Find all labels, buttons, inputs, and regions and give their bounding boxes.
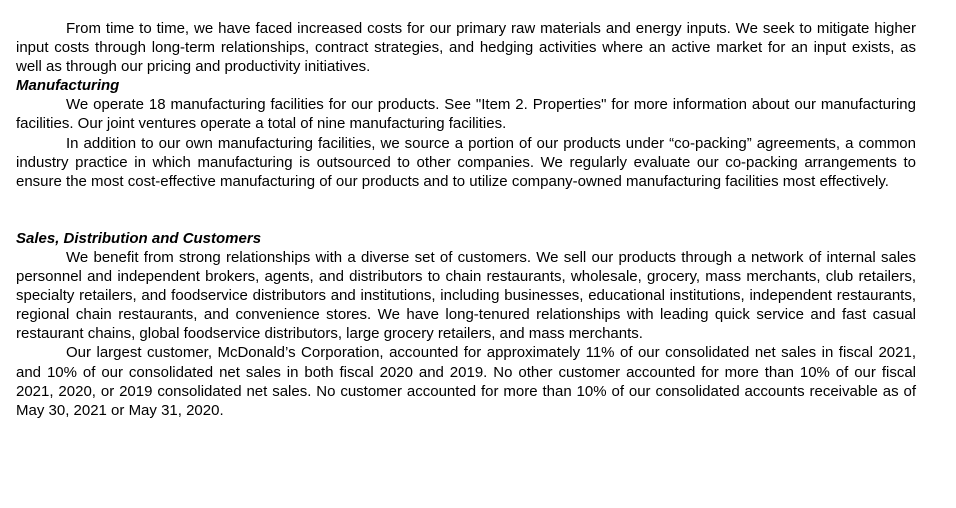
paragraph-customer-relationships: We benefit from strong relationships with a diverse set of customers. We sell our products through a network of internal sales personnel and independent brokers, agents, and distributors to chain restaurants, wholesale, grocery, mass merchants, club retailers, specialty retailers, and foodservice distributors and institutions, including businesses, educational institutions, independent restaurants, regional chain restaurants, and convenience stores. We have long-tenured relationships with leading quick service and fast casual restaurant chains, global foodservice distributors, large grocery retailers, and mass merchants. [16,248,916,343]
paragraph-raw-materials: From time to time, we have faced increased costs for our primary raw materials and energy inputs. We seek to mitigate higher input costs through long-term relationships, contract strategies, and hedging activities where an active market for an input exists, as well as through our pricing and productivity initiatives. [16,20,916,76]
heading-manufacturing: Manufacturing [16,77,120,95]
paragraph-largest-customer: Our largest customer, McDonald’s Corporation, accounted for approximately 11% of our consolidated net sales in fiscal 2021, and 10% of our consolidated net sales in both fiscal 2020 and 2019. No other customer accounted for more than 10% of our fiscal 2021, 2020, or 2019 consolidated net sales. No customer accounted for more than 10% of our consolidated accounts receivable as of May 30, 2021 or May 31, 2020. [16,344,916,419]
section-spacer [16,191,916,229]
document-body [16,19,916,420]
heading-sales-distribution-customers: Sales, Distribution and Customers [16,229,262,247]
paragraph-co-packing: In addition to our own manufacturing facilities, we source a portion of our products under “co-packing” agreements, a common industry practice in which manufacturing is outsourced to other companies. We regularly evaluate our co-packing arrangements to ensure the most cost-effective manufacturing of our products and to utilize company-owned manufacturing facilities most effectively. [16,134,916,190]
paragraph-manufacturing-facilities: We operate 18 manufacturing facilities for our products. See "Item 2. Properties" for more information about our manufacturing facilities. Our joint ventures operate a total of nine manufacturing facilities. [16,96,916,133]
